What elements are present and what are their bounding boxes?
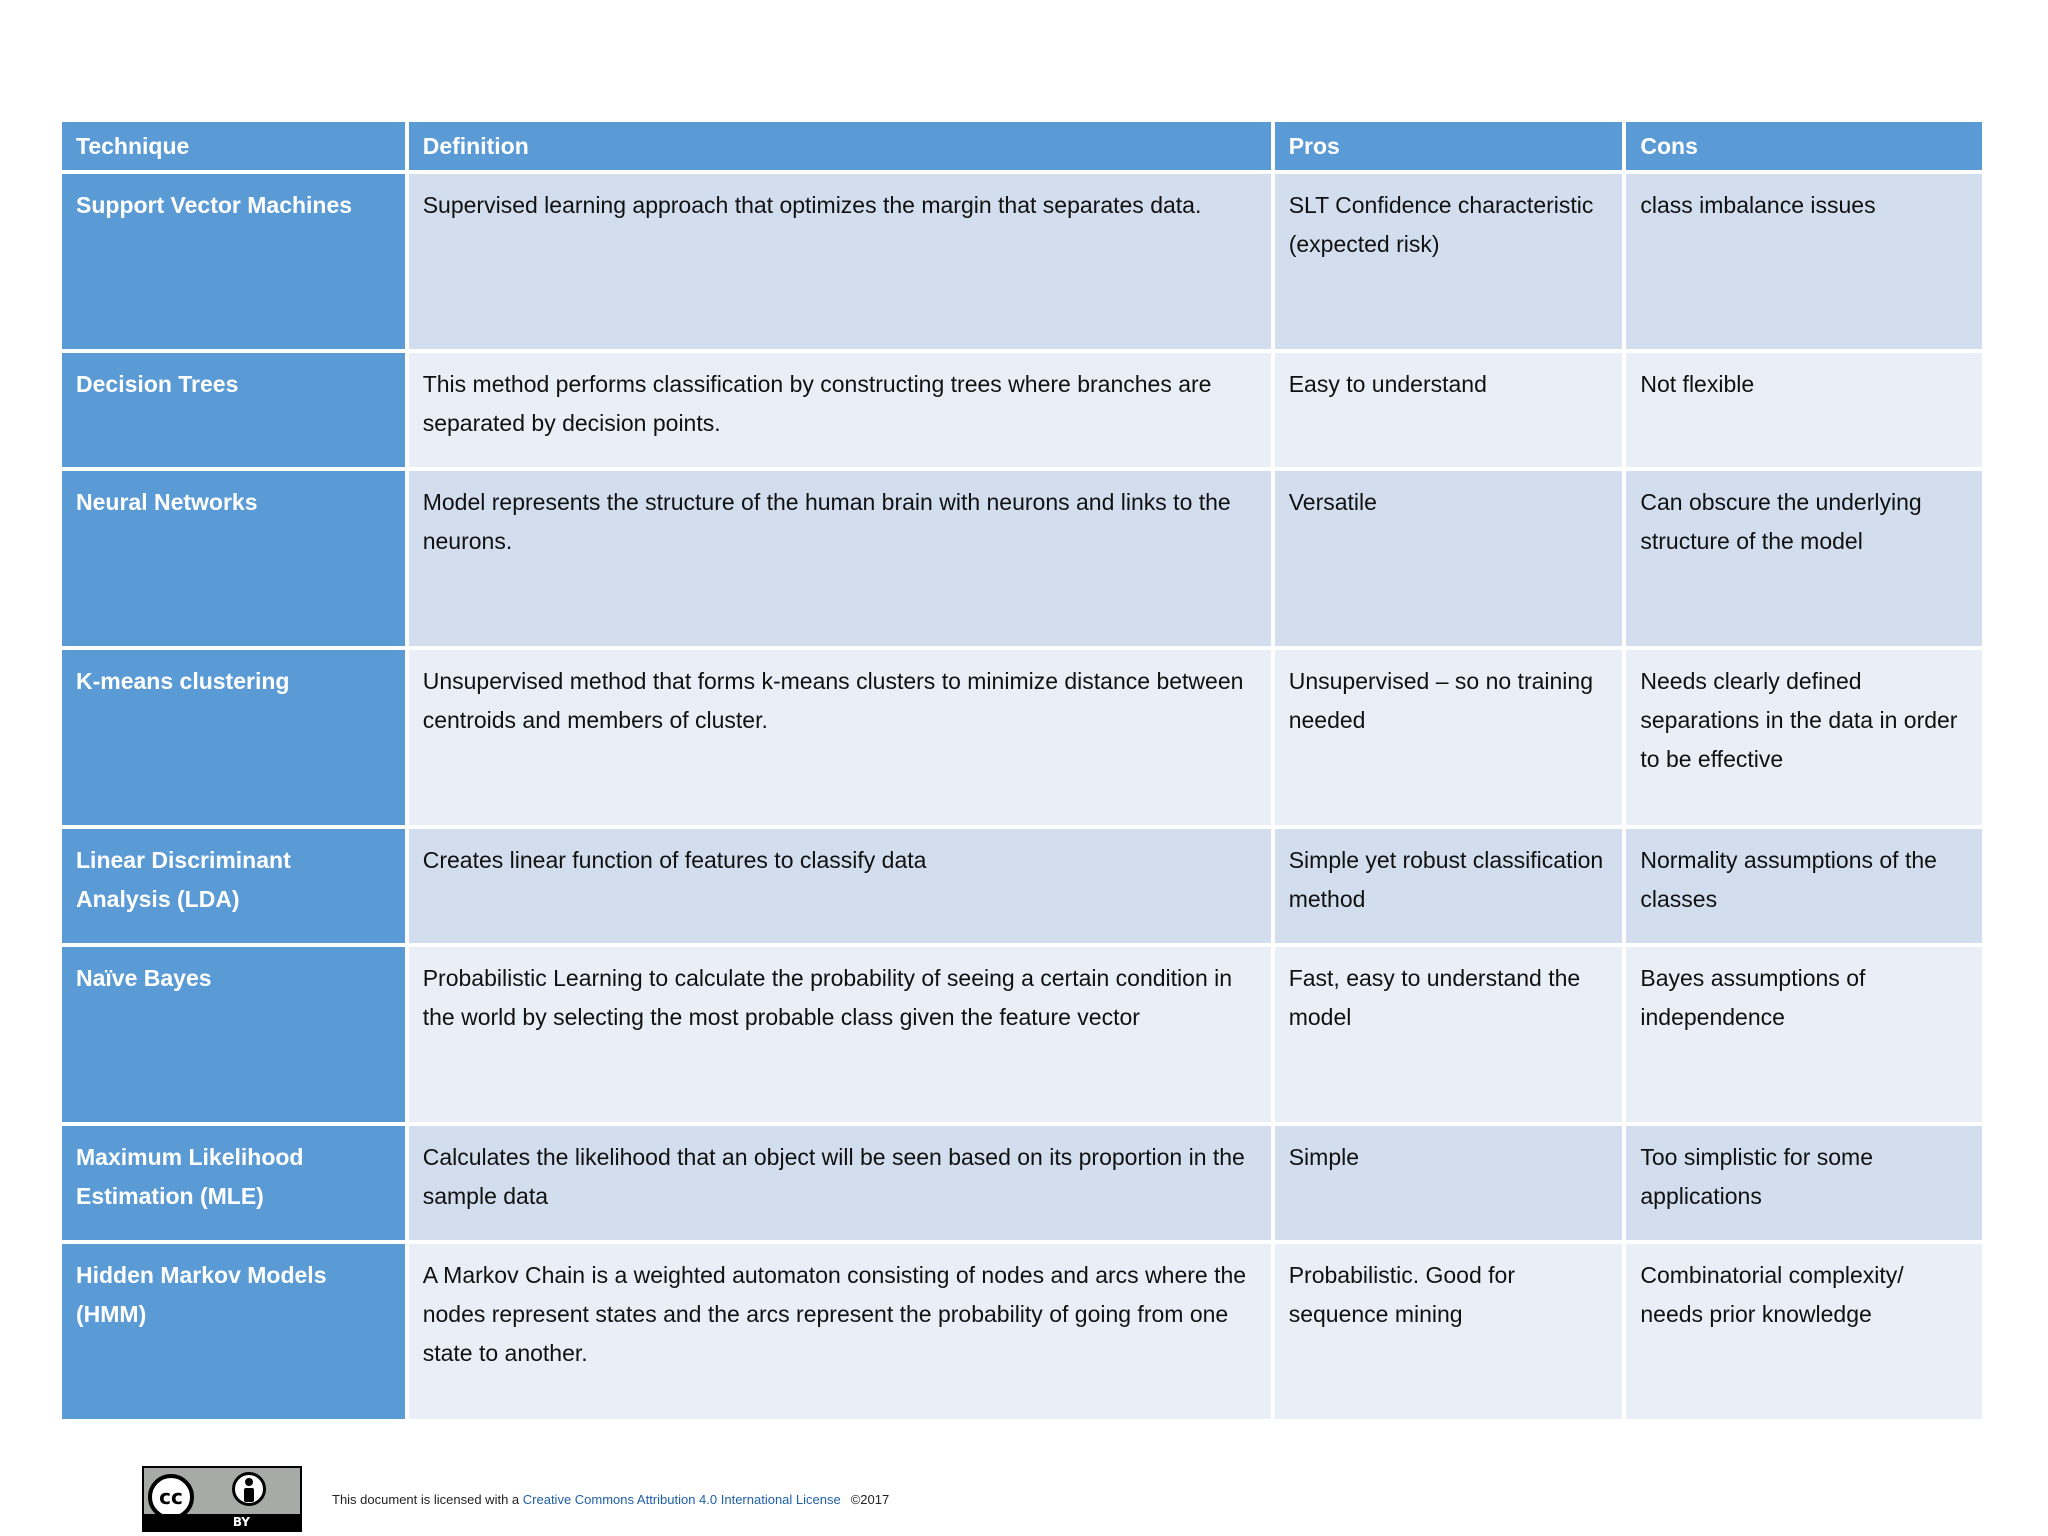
cons-cell: Combinatorial complexity/ needs prior knowledge — [1626, 1244, 1982, 1419]
definition-cell: Unsupervised method that forms k-means clusters to minimize distance between centroids and members of cluster. — [409, 650, 1271, 825]
cc-icon: cc — [148, 1474, 194, 1520]
pros-cell: Unsupervised – so no training needed — [1275, 650, 1623, 825]
license-link[interactable]: Creative Commons Attribution 4.0 International License — [522, 1491, 841, 1507]
cc-license-badge[interactable] — [142, 1466, 302, 1532]
definition-cell: Calculates the likelihood that an object will be seen based on its proportion in the sample data — [409, 1126, 1271, 1240]
cons-cell: Normality assumptions of the classes — [1626, 829, 1982, 943]
table-row — [62, 1244, 1982, 1419]
technique-cell: Hidden Markov Models (HMM) — [62, 1244, 405, 1419]
license-notice — [332, 1492, 889, 1507]
pros-cell: Simple yet robust classification method — [1275, 829, 1623, 943]
table-row — [62, 829, 1982, 943]
technique-cell: Naïve Bayes — [62, 947, 405, 1122]
cons-cell: class imbalance issues — [1626, 174, 1982, 349]
table-row — [62, 174, 1982, 349]
definition-cell: A Markov Chain is a weighted automaton consisting of nodes and arcs where the nodes represent states and the arcs represent the probability of going from one state to another. — [409, 1244, 1271, 1419]
header-definition: Definition — [409, 122, 1271, 170]
footer — [142, 1464, 889, 1534]
header-technique: Technique — [62, 122, 405, 170]
pros-cell: SLT Confidence characteristic (expected risk) — [1275, 174, 1623, 349]
table-row — [62, 471, 1982, 646]
definition-cell: Creates linear function of features to classify data — [409, 829, 1271, 943]
pros-cell: Simple — [1275, 1126, 1623, 1240]
definition-cell: Model represents the structure of the human brain with neurons and links to the neurons. — [409, 471, 1271, 646]
header-pros: Pros — [1275, 122, 1623, 170]
license-prefix: This document is licensed with a — [332, 1491, 523, 1507]
copyright: ©2017 — [850, 1491, 890, 1507]
by-label: BY — [144, 1514, 300, 1530]
cons-cell: Needs clearly defined separations in the data in order to be effective — [1626, 650, 1982, 825]
technique-cell: Maximum Likelihood Estimation (MLE) — [62, 1126, 405, 1240]
header-row — [62, 122, 1982, 170]
attribution-person-icon — [232, 1472, 266, 1506]
table-row — [62, 650, 1982, 825]
pros-cell: Probabilistic. Good for sequence mining — [1275, 1244, 1623, 1419]
pros-cell: Versatile — [1275, 471, 1623, 646]
pros-cell: Easy to understand — [1275, 353, 1623, 467]
technique-cell: Decision Trees — [62, 353, 405, 467]
table-row — [62, 947, 1982, 1122]
technique-cell: Neural Networks — [62, 471, 405, 646]
technique-cell: Linear Discriminant Analysis (LDA) — [62, 829, 405, 943]
technique-cell: Support Vector Machines — [62, 174, 405, 349]
cons-cell: Can obscure the underlying structure of the model — [1626, 471, 1982, 646]
definition-cell: Probabilistic Learning to calculate the probability of seeing a certain condition in the world by selecting the most probable class given the feature vector — [409, 947, 1271, 1122]
technique-cell: K-means clustering — [62, 650, 405, 825]
definition-cell: Supervised learning approach that optimizes the margin that separates data. — [409, 174, 1271, 349]
definition-cell: This method performs classification by constructing trees where branches are separated by decision points. — [409, 353, 1271, 467]
table-row — [62, 353, 1982, 467]
cons-cell: Too simplistic for some applications — [1626, 1126, 1982, 1240]
header-cons: Cons — [1626, 122, 1982, 170]
table-row — [62, 1126, 1982, 1240]
cons-cell: Bayes assumptions of independence — [1626, 947, 1982, 1122]
techniques-table — [58, 118, 1986, 1423]
pros-cell: Fast, easy to understand the model — [1275, 947, 1623, 1122]
cons-cell: Not flexible — [1626, 353, 1982, 467]
